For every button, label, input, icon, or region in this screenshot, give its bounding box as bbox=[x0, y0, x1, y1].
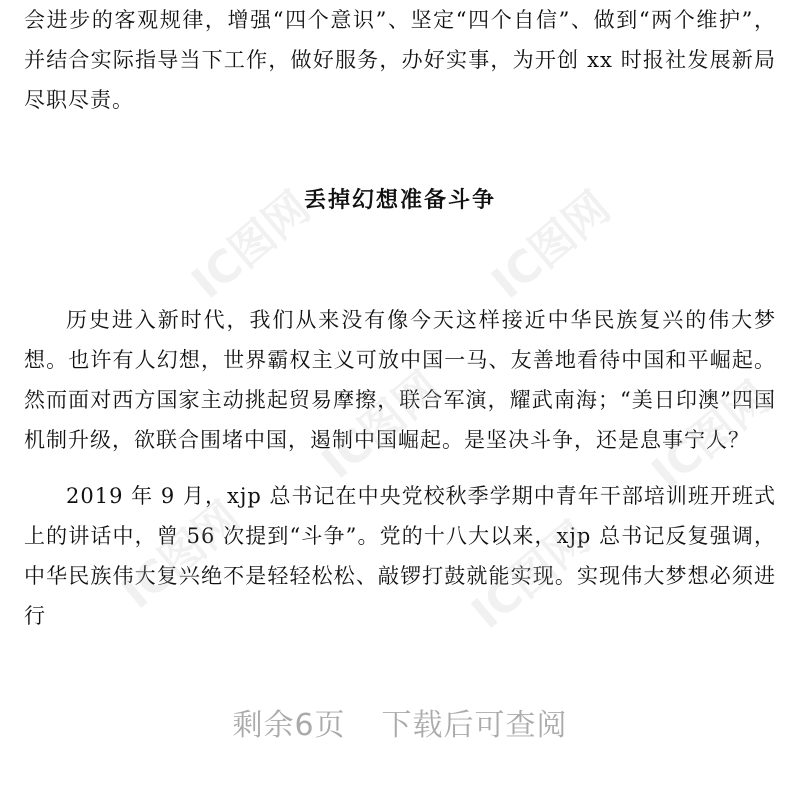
section-heading: 丢掉幻想准备斗争 bbox=[303, 187, 496, 213]
download-to-view-link[interactable]: 下载后可查阅 bbox=[381, 708, 568, 743]
watermark: IC图网 bbox=[112, 491, 250, 619]
watermark: IC图网 bbox=[182, 181, 320, 309]
watermark: IC图网 bbox=[642, 371, 780, 499]
remaining-pages-text[interactable]: 剩余6页 bbox=[232, 708, 346, 743]
watermark: IC图网 bbox=[312, 361, 450, 489]
paragraph-2019-speech: 2019 年 9 月，xjp 总书记在中央党校秋季学期中青年干部培训班开班式上的讲话中，曾 56 次提到“斗争”。党的十八大以来，xjp 总书记反复强调，中华民族伟大复兴绝不是轻轻松松、敲锣打鼓就能实现。实现伟大梦想必须进行 bbox=[24, 484, 776, 628]
preview-footer bbox=[0, 700, 800, 744]
paragraph-history: 历史进入新时代，我们从来没有像今天这样接近中华民族复兴的伟大梦想。也许有人幻想，世界霸权主义可放中国一马、友善地看待中国和平崛起。然而面对西方国家主动挑起贸易摩擦，联合军演，耀武南海；“美日印澳”四国机制升级，欲联合围堵中国，遏制中国崛起。是坚决斗争，还是息事宁人？ bbox=[24, 308, 776, 452]
paragraph-intro-end: 会进步的客观规律，增强“四个意识”、坚定“四个自信”、做到“两个维护”，并结合实际指导当下工作，做好服务，办好实事，为开创 xx 时报社发展新局尽职尽责。 bbox=[24, 8, 776, 112]
watermark: IC图网 bbox=[462, 511, 600, 639]
watermark: IC图网 bbox=[482, 181, 620, 309]
